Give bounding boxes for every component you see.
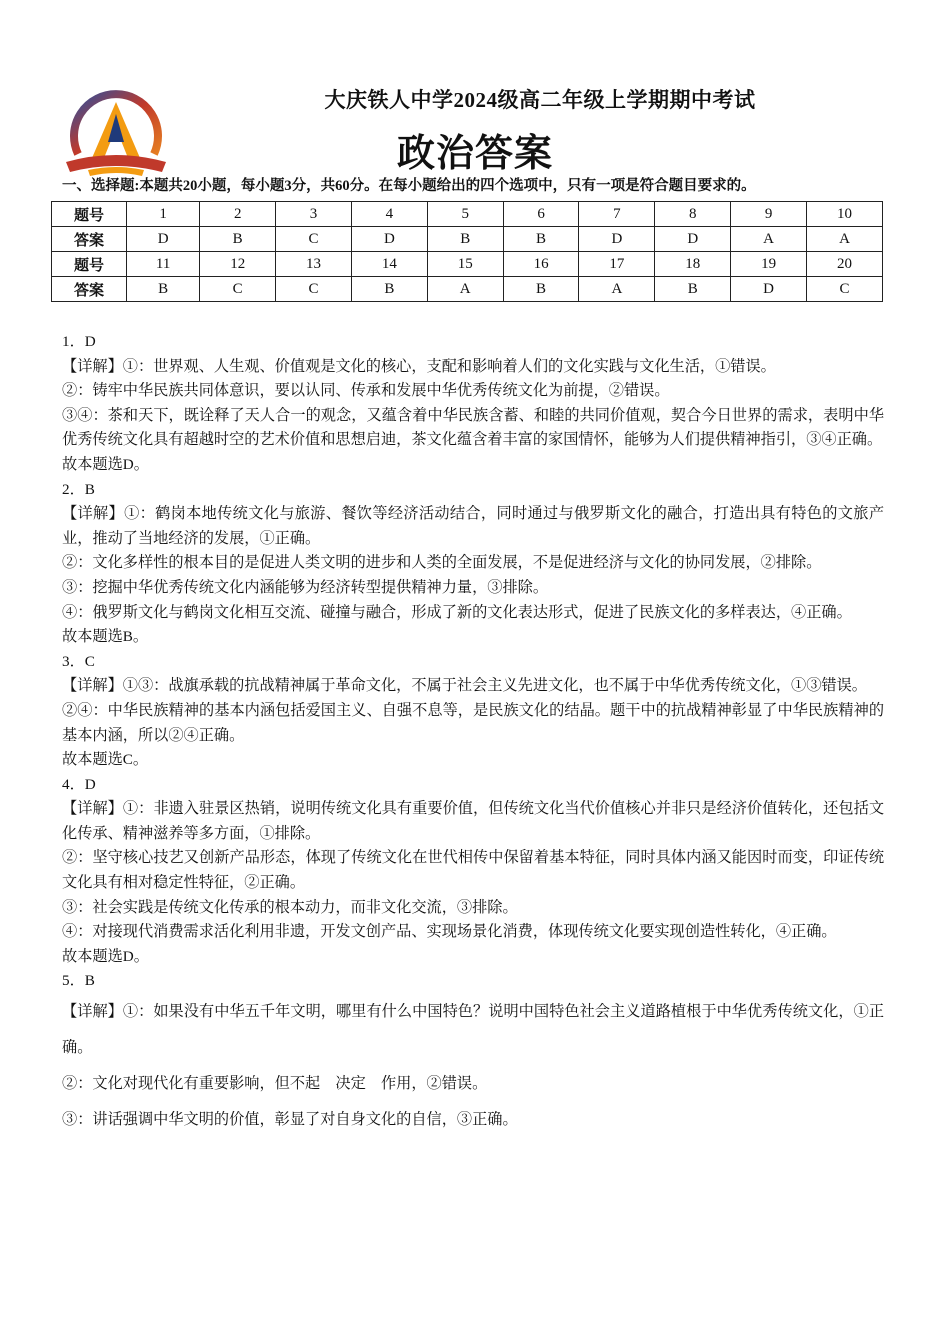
explanation-line: ②：文化多样性的根本目的是促进人类文明的进步和人类的全面发展，不是促进经济与文化的协同发展，②排除。 (62, 554, 822, 572)
question-heading: 1．D (62, 333, 96, 350)
question-number: 7 (579, 202, 655, 227)
answer-cell: D (655, 227, 731, 252)
answer-cell: B (127, 277, 200, 302)
question-number: 16 (503, 252, 579, 277)
answer-cell: A (427, 277, 503, 302)
explanation-line: 【详解】①：非遗入驻景区热销，说明传统文化具有重要价值，但传统文化当代价值核心并非只是经济价值转化，还包括文化传承、精神滋养等多方面，①排除。 (62, 800, 884, 842)
explanation-line: ③：讲话强调中华文明的价值，彰显了对自身文化的自信，③正确。 (62, 1111, 518, 1129)
explanation-line: 【详解】①：如果没有中华五千年文明，哪里有什么中国特色？说明中国特色社会主义道路植根于中华优秀传统文化，①正确。 (62, 1003, 884, 1057)
question-number: 11 (127, 252, 200, 277)
question-number: 13 (276, 252, 352, 277)
section-intro: 一、选择题:本题共20小题，每小题3分，共60分。在每小题给出的四个选项中，只有一项是符合题目要求的。 (62, 178, 756, 194)
question-number: 6 (503, 202, 579, 227)
explanation-line: 【详解】①：世界观、人生观、价值观是文化的核心，支配和影响着人们的文化实践与文化生活，①错误。 (62, 357, 776, 375)
explanation-line: ③：社会实践是传统文化传承的根本动力，而非文化交流，③排除。 (62, 898, 518, 916)
question-heading: 4．D (62, 775, 96, 793)
answer-row (52, 277, 883, 302)
answer-cell: D (127, 227, 200, 252)
explanation-line: 【详解】①：鹤岗本地传统文化与旅游、餐饮等经济活动结合，同时通过与俄罗斯文化的融合，打造出具有特色的文旅产业，推动了当地经济的发展，①正确。 (62, 505, 884, 547)
question-number: 15 (427, 252, 503, 277)
answer-cell: C (807, 277, 883, 302)
conclusion-line: 故本题选B。 (62, 628, 149, 646)
question-number: 14 (351, 252, 427, 277)
question-number: 17 (579, 252, 655, 277)
answer-cell: B (503, 277, 579, 302)
question-number: 20 (807, 252, 883, 277)
question-heading: 2．B (62, 480, 95, 498)
question-number: 3 (276, 202, 352, 227)
answer-cell: B (427, 227, 503, 252)
answer-cell: A (731, 227, 807, 252)
question-number: 18 (655, 252, 731, 277)
answer-cell: B (200, 227, 276, 252)
answer-cell: C (200, 277, 276, 302)
answer-row (52, 227, 883, 252)
question-number: 12 (200, 252, 276, 277)
question-number: 10 (807, 202, 883, 227)
answer-cell: B (503, 227, 579, 252)
question-heading: 3．C (62, 652, 95, 670)
school-exam-title: 大庆铁人中学2024级高二年级上学期期中考试 (324, 88, 756, 112)
explanation-line: ④：俄罗斯文化与鹤岗文化相互交流、碰撞与融合，形成了新的文化表达形式，促进了民族文化的多样表达，④正确。 (62, 603, 852, 621)
question-number: 4 (351, 202, 427, 227)
question-number-row (52, 252, 883, 277)
question-number-row (52, 202, 883, 227)
question-number: 5 (427, 202, 503, 227)
explanations (62, 330, 884, 1138)
question-number: 9 (731, 202, 807, 227)
answer-cell: B (655, 277, 731, 302)
conclusion-line: 故本题选D。 (62, 455, 149, 473)
explanation-line: 【详解】①③：战旗承载的抗战精神属于革命文化，不属于社会主义先进文化，也不属于中华优秀传统文化，①③错误。 (62, 677, 867, 695)
explanation-line: ③④：茶和天下，既诠释了天人合一的观念，又蕴含着中华民族含蓄、和睦的共同价值观，契合今日世界的需求，表明中华优秀传统文化具有超越时空的艺术价值和思想启迪，茶文化蕴含着丰富的家国情怀，能够为人们提供精神指引，③④正确。 (62, 406, 884, 449)
answer-cell: C (276, 277, 352, 302)
question-number: 8 (655, 202, 731, 227)
subject-title: 政治答案 (396, 133, 553, 175)
conclusion-line: 故本题选C。 (62, 751, 149, 769)
question-number: 2 (200, 202, 276, 227)
explanation-line: ②：铸牢中华民族共同体意识，要以认同、传承和发展中华优秀传统文化为前提，②错误。 (62, 382, 670, 400)
explanation-line: ②：文化对现代化有重要影响，但不起 决定 作用，②错误。 (62, 1075, 488, 1093)
row-label: 题号 (52, 202, 127, 227)
explanation-line: ②：坚守核心技艺又创新产品形态，体现了传统文化在世代相传中保留着基本特征，同时具体内涵又能因时而变，印证传统文化具有相对稳定性特征，②正确。 (62, 849, 884, 892)
row-label: 答案 (52, 227, 127, 252)
explanation-line: ③：挖掘中华优秀传统文化内涵能够为经济转型提供精神力量，③排除。 (62, 578, 548, 596)
answer-cell: D (351, 227, 427, 252)
answer-cell: D (579, 227, 655, 252)
conclusion-line: 故本题选D。 (62, 947, 149, 965)
question-number: 1 (127, 202, 200, 227)
answer-cell: C (276, 227, 352, 252)
answer-cell: A (807, 227, 883, 252)
answer-cell: A (579, 277, 655, 302)
explanation-line: ④：对接现代消费需求活化利用非遗，开发文创产品、实现场景化消费，体现传统文化要实现创造性转化，④正确。 (62, 923, 837, 941)
row-label: 答案 (52, 277, 127, 302)
answer-cell: B (351, 277, 427, 302)
question-number: 19 (731, 252, 807, 277)
answer-table (51, 201, 883, 302)
question-heading: 5．B (62, 972, 95, 990)
row-label: 题号 (52, 252, 127, 277)
answer-cell: D (731, 277, 807, 302)
explanation-line: ②④：中华民族精神的基本内涵包括爱国主义、自强不息等，是民族文化的结晶。题干中的抗战精神彰显了中华民族精神的基本内涵，所以②④正确。 (62, 701, 884, 744)
